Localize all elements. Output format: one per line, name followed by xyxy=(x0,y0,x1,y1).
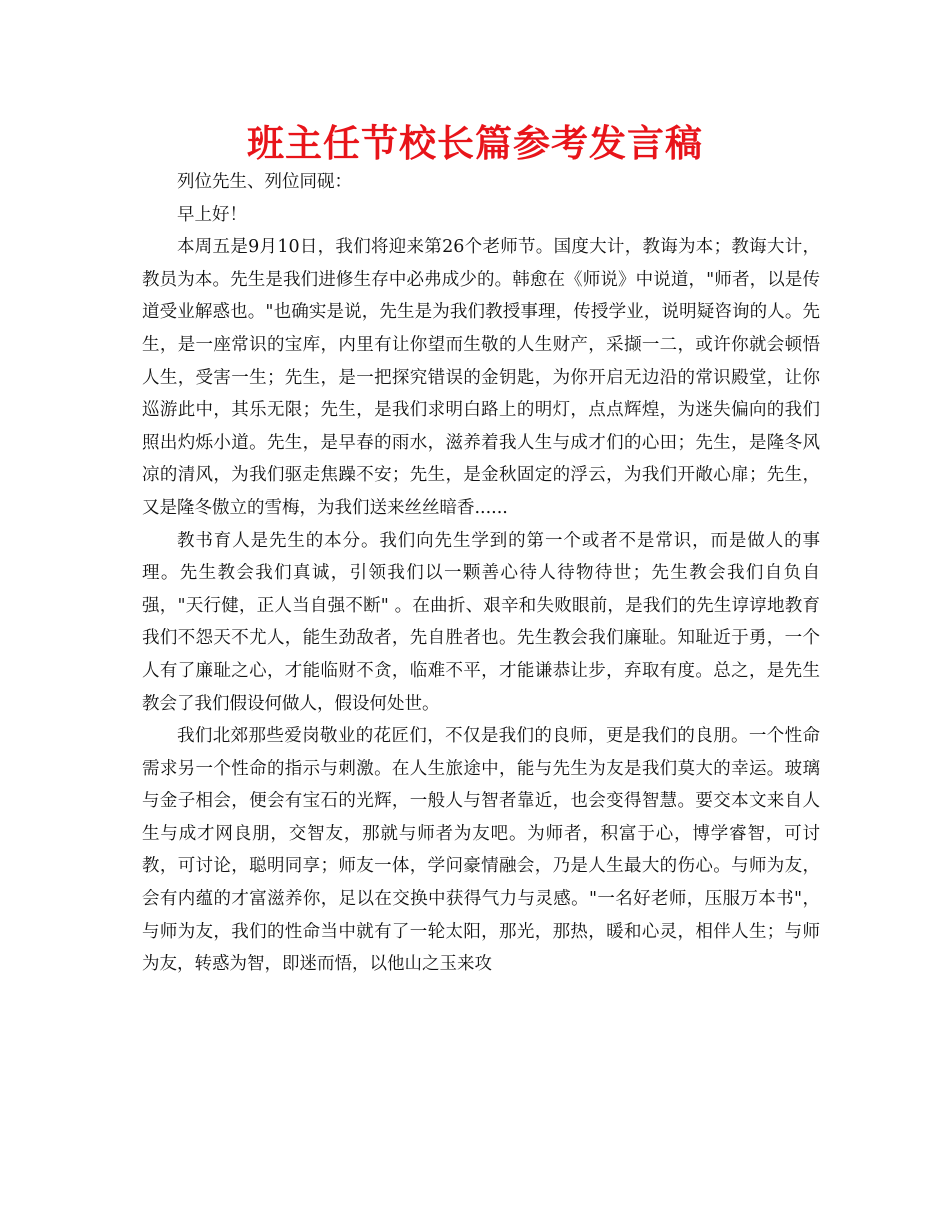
document-title: 班主任节校长篇参考发言稿 xyxy=(247,122,703,165)
paragraph-2: 教书育人是先生的本分。我们向先生学到的第一个或者不是常识，而是做人的事理。先生教会我们真诚，引领我们以一颗善心待人待物待世；先生教会我们自负自强，"天行健，正人当自强不断" 。在曲折、艰辛和失败眼前，是我们的先生谆谆地教育我们不怨天不尤人，能生劲敌者，先自胜者也。先生教会我们廉耻。知耻近于勇，一个人有了廉耻之心，才能临财不贪，临难不平，才能谦恭让步，弃取有度。总之，是先生教会了我们假设何做人，假设何处世。 xyxy=(142,530,820,714)
paragraph-3: 我们北郊那些爱岗敬业的花匠们，不仅是我们的良师，更是我们的良朋。一个性命需求另一个性命的指示与刺激。在人生旅途中，能与先生为友是我们莫大的幸运。玻璃与金子相会，便会有宝石的光辉，一般人与智者靠近，也会变得智慧。要交本文来自人生与成才网良朋，交智友，那就与师者为友吧。为师者，积富于心，博学睿智，可讨教，可讨论，聪明同享；师友一体，学问豪情融会，乃是人生最大的伤心。与师为友，会有内蕴的才富滋养你，足以在交换中获得气力与灵感。"一名好老师，压服万本书"，与师为友，我们的性命当中就有了一轮太阳，那光，那热，暖和心灵，相伴人生；与师为友，转惑为智，即迷而悟，以他山之玉来攻 xyxy=(142,726,820,975)
document-body xyxy=(142,166,820,981)
greeting-line: 列位先生、列位同砚： xyxy=(177,172,352,192)
salutation-line: 早上好！ xyxy=(177,204,247,225)
paragraph-1: 本周五是9月10日，我们将迎来第26个老师节。国度大计，教诲为本；教诲大计，教员为本。先生是我们进修生存中必弗成少的。韩愈在《师说》中说道，"师者，以是传道受业解惑也。"也确实是说，先生是为我们教授事理，传授学业，说明疑咨询的人。先生，是一座常识的宝库，内里有让你望而生敬的人生财产，采撷一二，或许你就会顿悟人生，受害一生；先生，是一把探究错误的金钥匙，为你开启无边沿的常识殿堂，让你巡游此中，其乐无限；先生，是我们求明白路上的明灯，点点辉煌，为迷失偏向的我们照出灼烁小道。先生，是早春的雨水，滋养着我人生与成才们的心田；先生，是隆冬风凉的清风，为我们驱走焦躁不安；先生，是金秋固定的浮云，为我们开敞心扉；先生，又是隆冬傲立的雪梅，为我们送来丝丝暗香...... xyxy=(142,237,820,518)
